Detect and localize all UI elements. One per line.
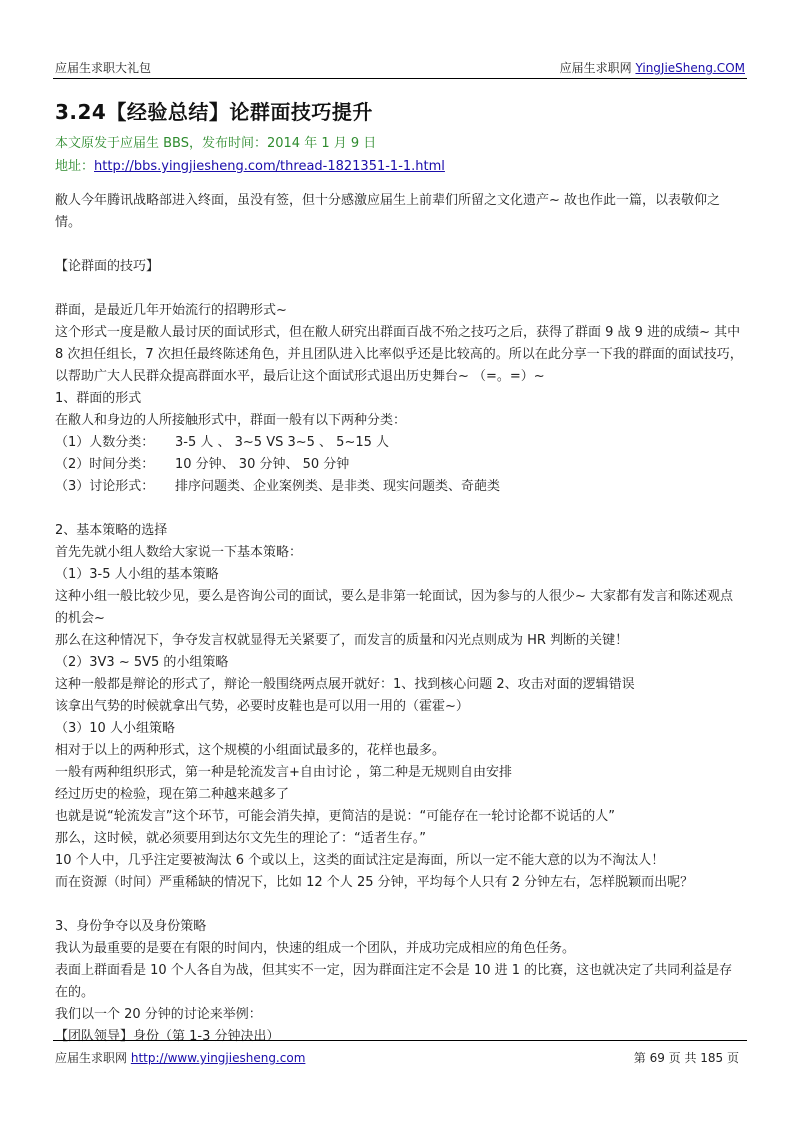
- list-item: [55, 432, 745, 454]
- paragraph: 我认为最重要的是要在有限的时间内，快速的组成一个团队，并成功完成相应的角色任务。: [55, 941, 576, 956]
- footer-left: [55, 1049, 305, 1066]
- paragraph: 相对于以上的两种形式，这个规模的小组面试最多的，花样也最多。: [55, 743, 446, 758]
- paragraph: 我们以一个 20 分钟的讨论来举例：: [55, 1007, 262, 1022]
- paragraph: 表面上群面看是 10 个人各自为战，但其实不一定，因为群面注定不会是 10 进 1 的比赛，这也就决定了共同利益是存在的。: [55, 963, 733, 1000]
- section-heading: 1、群面的形式: [55, 391, 142, 406]
- paragraph: 经过历史的检验，现在第二种越来越多了: [55, 787, 290, 802]
- section-heading: 【论群面的技巧】: [55, 259, 160, 274]
- article-address: [55, 155, 445, 174]
- paragraph: 10 个人中，几乎注定要被淘汰 6 个或以上，这类的面试注定是海面，所以一定不能大意的以为不淘汰人！: [55, 853, 665, 868]
- paragraph: 这种小组一般比较少见，要么是咨询公司的面试，要么是非第一轮面试，因为参与的人很少~ 大家都有发言和陈述观点的机会~: [55, 589, 734, 626]
- footer-site-link[interactable]: http://www.yingjiesheng.com: [130, 1051, 306, 1065]
- header-left-text: 应届生求职大礼包: [55, 61, 152, 75]
- paragraph: 那么在这种情况下，争夺发言权就显得无关紧要了，而发言的质量和闪光点则成为 HR 判断的关键！: [55, 633, 629, 648]
- paragraph: 【团队领导】身份（第 1-3 分钟决出）: [55, 1029, 280, 1044]
- paragraph: 在敝人和身边的人所接触形式中，群面一般有以下两种分类：: [55, 413, 407, 428]
- list-value: 3-5 人 、 3~5 VS 3~5 、 5~15 人: [175, 435, 390, 450]
- page-number: 第 69 页 共 185 页: [633, 1051, 739, 1065]
- list-label: （2）时间分类：: [55, 457, 155, 472]
- paragraph: 而在资源（时间）严重稀缺的情况下，比如 12 个人 25 分钟，平均每个人只有 2 分钟左右，怎样脱颖而出呢？: [55, 875, 694, 890]
- address-link[interactable]: http://bbs.yingjiesheng.com/thread-1821351-1-1.html: [94, 159, 445, 174]
- paragraph: 这种一般都是辩论的形式了，辩论一般围绕两点展开就好：1、找到核心问题 2、攻击对面的逻辑错误: [55, 677, 635, 692]
- list-item: [55, 454, 745, 476]
- footer-site-name: 应届生求职网: [55, 1051, 128, 1065]
- header-right: [560, 59, 745, 76]
- list-label: （3）讨论形式：: [55, 479, 155, 494]
- list-item: [55, 476, 745, 498]
- paragraph: 该拿出气势的时候就拿出气势，必要时皮鞋也是可以用一用的（霍霍~）: [55, 699, 469, 714]
- paragraph: 首先先就小组人数给大家说一下基本策略：: [55, 545, 303, 560]
- paragraph: 一般有两种组织形式，第一种是轮流发言+自由讨论 ，第二种是无规则自由安排: [55, 765, 513, 780]
- article-source: 本文原发于应届生 BBS，发布时间：2014 年 1 月 9 日: [55, 136, 377, 151]
- paragraph: 敝人今年腾讯战略部进入终面，虽没有签，但十分感激应届生上前辈们所留之文化遗产~ 故也作此一篇，以表敬仰之情。: [55, 193, 721, 230]
- paragraph: 那么，这时候，就必须要用到达尔文先生的理论了：“适者生存。”: [55, 831, 426, 846]
- section-heading: 3、身份争夺以及身份策略: [55, 919, 207, 934]
- list-label: （1）人数分类：: [55, 435, 155, 450]
- page-header: [53, 56, 747, 79]
- address-label: 地址：: [55, 159, 95, 174]
- section-heading: 2、基本策略的选择: [55, 523, 168, 538]
- list-value: 10 分钟、 30 分钟、 50 分钟: [175, 457, 350, 472]
- paragraph: 也就是说“轮流发言”这个环节，可能会消失掉，更简洁的是说：“可能存在一轮讨论都不说话的人”: [55, 809, 615, 824]
- list-value: 排序问题类、企业案例类、是非类、现实问题类、奇葩类: [175, 479, 501, 494]
- paragraph: 群面，是最近几年开始流行的招聘形式~: [55, 303, 287, 318]
- subheading: （2）3V3 ~ 5V5 的小组策略: [55, 655, 229, 670]
- header-site-link[interactable]: YingJieSheng.COM: [635, 61, 745, 75]
- subheading: （3）10 人小组策略: [55, 721, 175, 736]
- page-footer: [53, 1040, 747, 1065]
- header-site-name: 应届生求职网: [559, 61, 632, 75]
- subheading: （1）3-5 人小组的基本策略: [55, 567, 219, 582]
- article-body: [55, 190, 745, 1048]
- article-title: 3.24【经验总结】论群面技巧提升: [55, 100, 373, 124]
- paragraph: 这个形式一度是敝人最讨厌的面试形式，但在敝人研究出群面百战不殆之技巧之后，获得了群面 9 战 9 进的成绩~ 其中 8 次担任组长，7 次担任最终陈述角色，并且团队进入比率似乎还是比较高的。所以在此分享一下我的群面的面试技巧，以帮助广大人民群众提高群面水平，最后让这个面试形式退出历史舞台~ （=。=）~: [55, 325, 743, 384]
